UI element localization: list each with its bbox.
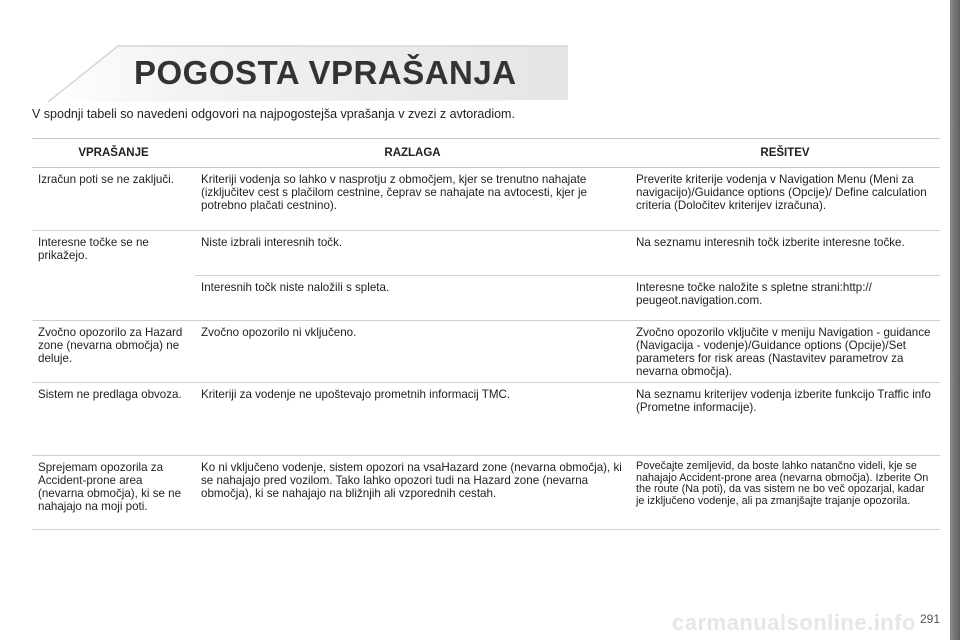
page-number: 291 bbox=[919, 612, 940, 626]
table-row bbox=[32, 276, 940, 321]
header-question: VPRAŠANJE bbox=[32, 139, 195, 168]
intro-text: V spodnji tabeli so navedeni odgovori na najpogostejša vprašanja v zvezi z avtoradiom. bbox=[32, 107, 515, 121]
question-cell bbox=[32, 276, 195, 321]
table-row bbox=[32, 383, 940, 456]
header-explanation: RAZLAGA bbox=[195, 139, 630, 168]
question-cell: Sprejemam opozorila za Accident-prone area (nevarna območja), ki se ne nahajajo na moji poti. bbox=[32, 456, 195, 530]
table-row bbox=[32, 231, 940, 276]
explanation-cell: Kriteriji vodenja so lahko v nasprotju z območjem, kjer se trenutno nahajate (izključitev cest s plačilom cestnine, čeprav se nahajate na avtocesti, kjer je potrebno plačati cestnino). bbox=[195, 168, 630, 231]
question-cell: Sistem ne predlaga obvoza. bbox=[32, 383, 195, 456]
question-cell: Zvočno opozorilo za Hazard zone (nevarna območja) ne deluje. bbox=[32, 321, 195, 383]
table-header-row bbox=[32, 139, 940, 168]
table-row bbox=[32, 168, 940, 231]
explanation-cell: Ko ni vključeno vodenje, sistem opozori na vsaHazard zone (nevarna območja), ki se nahajajo pred vozilom. Tako lahko opozori tudi na Hazard zone (nevarna območja), ki se nahajajo na bližnjih ali vzporednih cestah. bbox=[195, 456, 630, 530]
solution-cell: Preverite kriterije vodenja v Navigation Menu (Meni za navigacijo)/Guidance options (Opcije)/ Define calculation criteria (Določitev kriterijev izračuna). bbox=[630, 168, 940, 231]
explanation-cell: Interesnih točk niste naložili s spleta. bbox=[195, 276, 630, 321]
header-solution: REŠITEV bbox=[630, 139, 940, 168]
solution-cell: Na seznamu interesnih točk izberite interesne točke. bbox=[630, 231, 940, 276]
faq-table bbox=[32, 138, 940, 530]
solution-cell: Interesne točke naložite s spletne strani:http:// peugeot.navigation.com. bbox=[630, 276, 940, 321]
table-row bbox=[32, 456, 940, 530]
solution-cell: Zvočno opozorilo vključite v meniju Navigation - guidance (Navigacija - vodenje)/Guidance options (Opcije)/Set parameters for risk areas (Nastavitev parametrov za nevarna območja). bbox=[630, 321, 940, 383]
page-title: POGOSTA VPRAŠANJA bbox=[134, 54, 517, 91]
explanation-cell: Zvočno opozorilo ni vključeno. bbox=[195, 321, 630, 383]
title-banner bbox=[48, 44, 568, 102]
solution-cell: Na seznamu kriterijev vodenja izberite funkcijo Traffic info (Prometne informacije). bbox=[630, 383, 940, 456]
page-edge-bar bbox=[950, 0, 960, 640]
solution-cell: Povečajte zemljevid, da boste lahko natančno videli, kje se nahajajo Accident-prone area (nevarna območja). Izberite On the route (Na poti), da vas sistem ne bo več opozarjal, kadar je izključeno vodenje, ali pa zmanjšajte trajanje opozorila. bbox=[630, 456, 940, 530]
table-row bbox=[32, 321, 940, 383]
watermark: carmanualsonline.info bbox=[672, 610, 916, 635]
explanation-cell: Kriteriji za vodenje ne upoštevajo prometnih informacij TMC. bbox=[195, 383, 630, 456]
question-cell: Izračun poti se ne zaključi. bbox=[32, 168, 195, 231]
question-cell: Interesne točke se ne prikažejo. bbox=[38, 236, 149, 262]
explanation-cell: Niste izbrali interesnih točk. bbox=[195, 231, 630, 276]
